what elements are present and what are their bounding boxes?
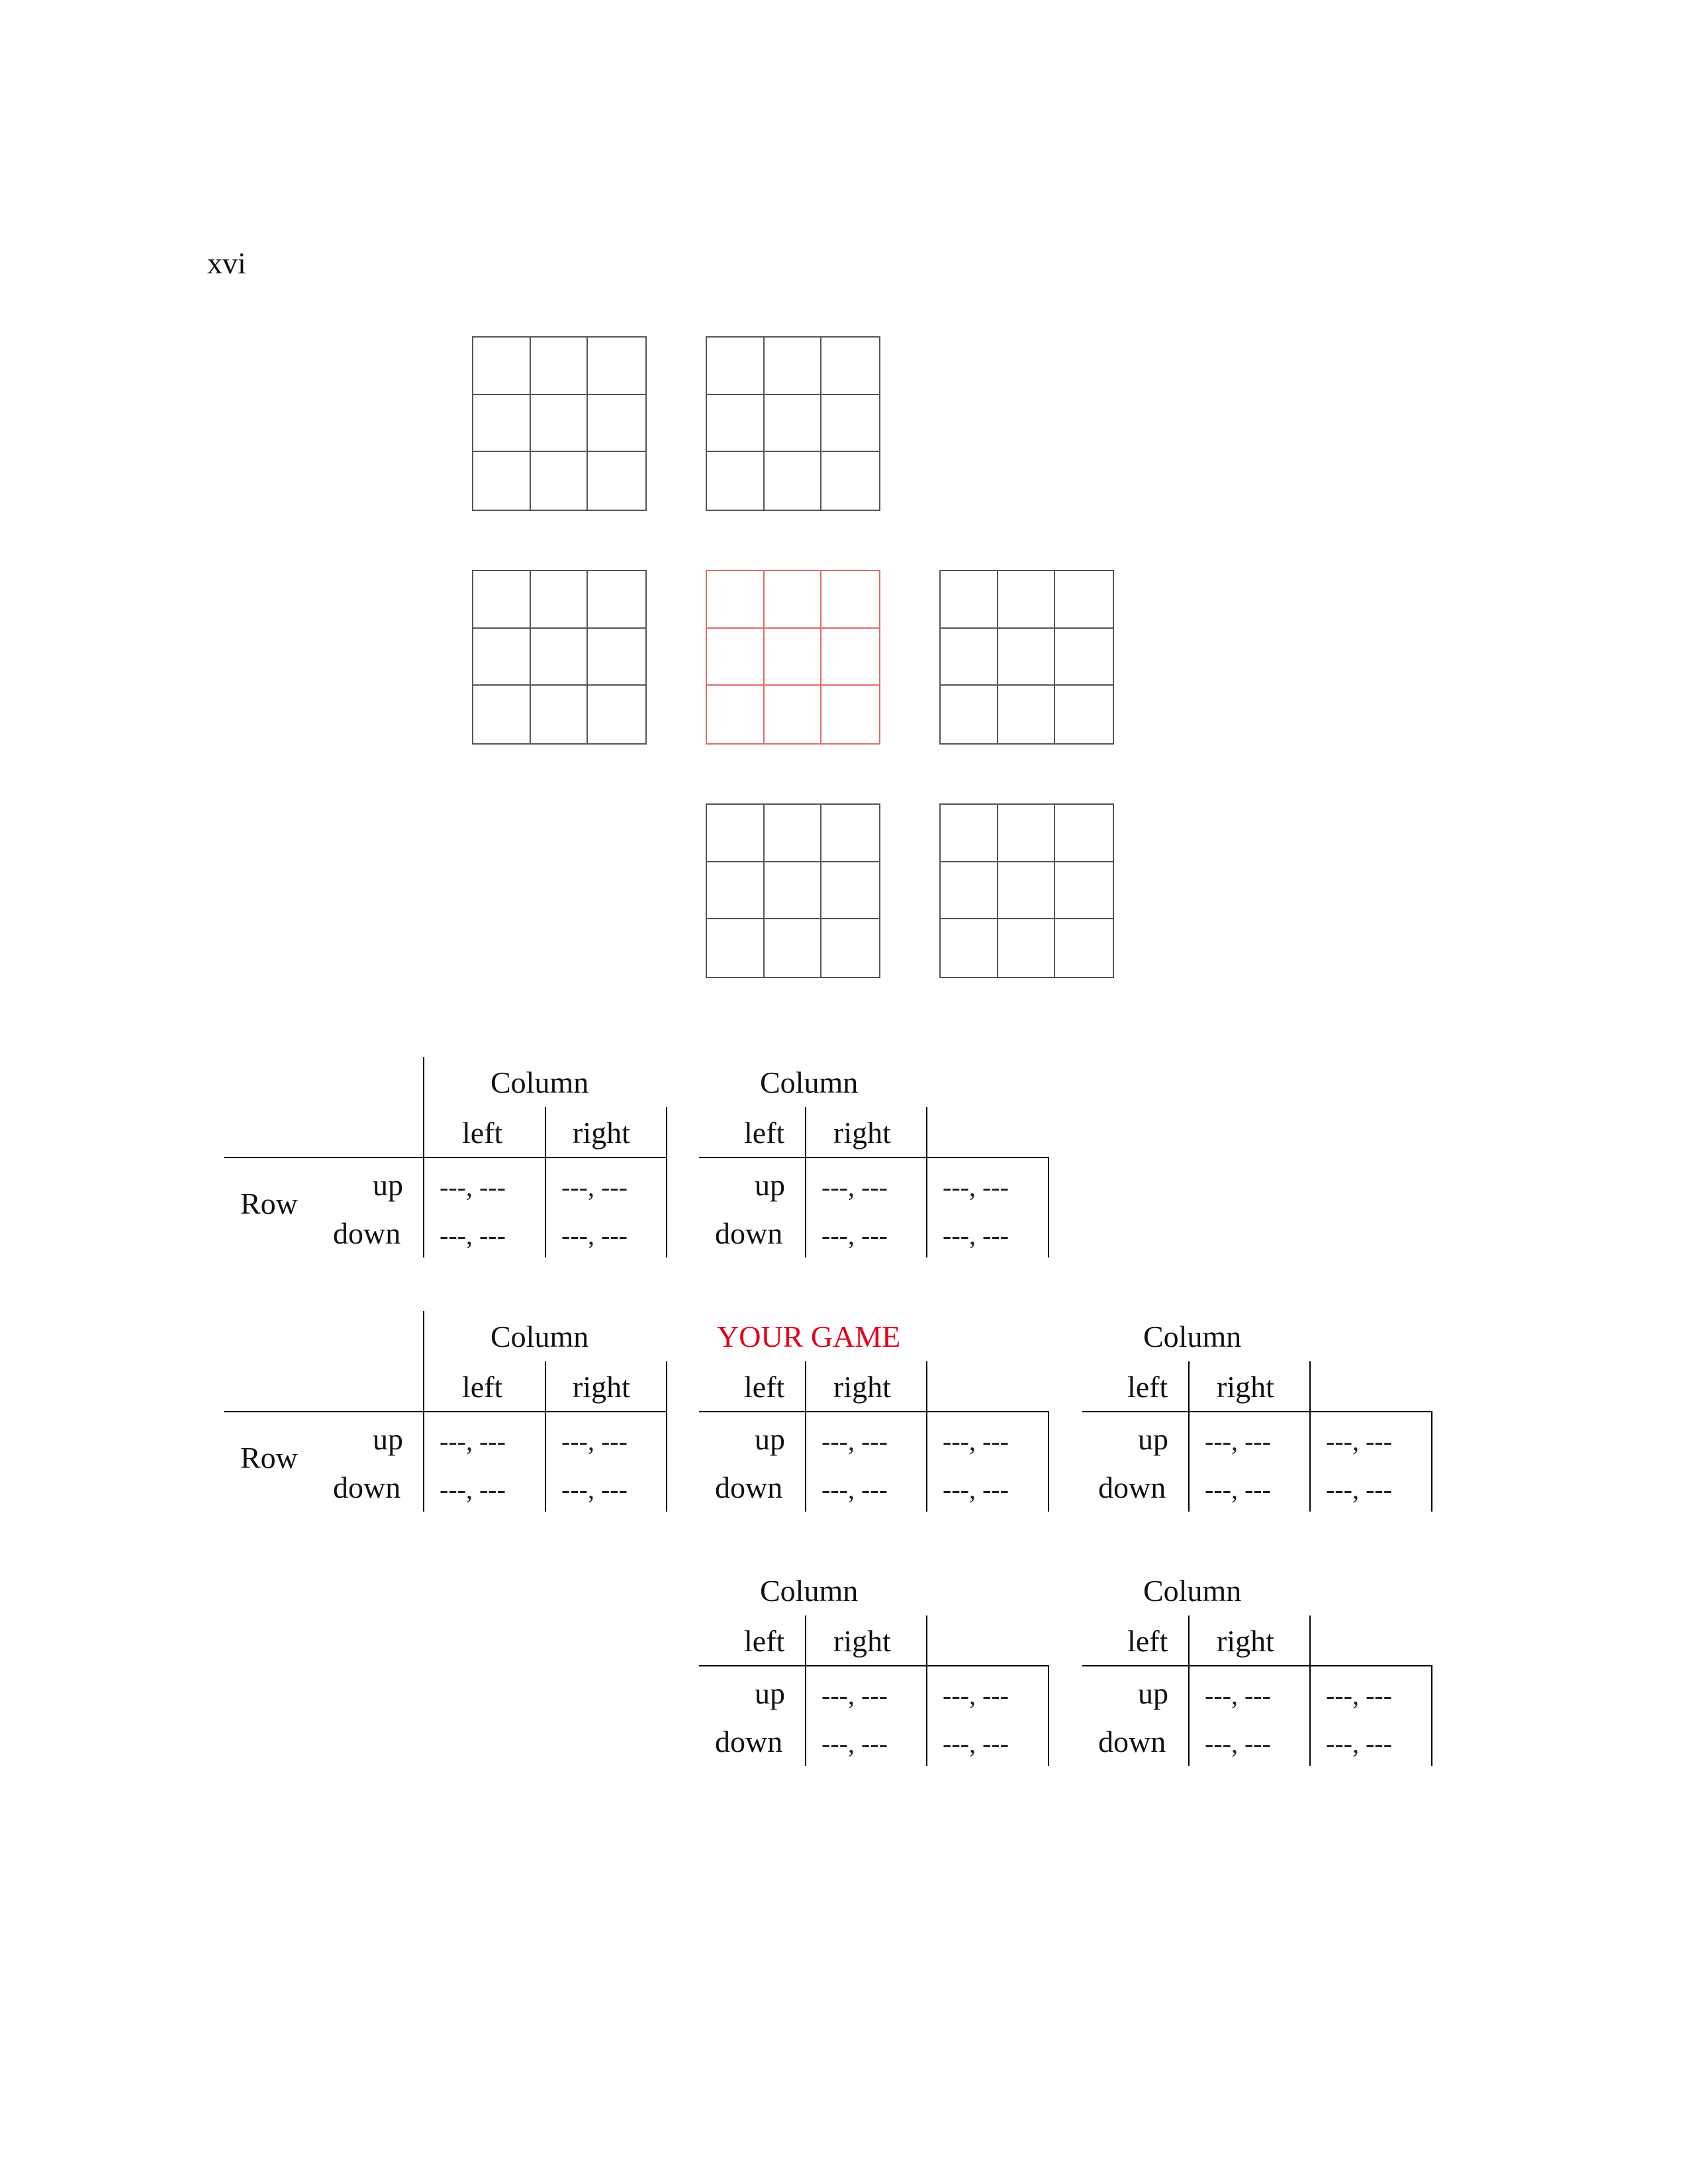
row-down-label: down	[333, 1216, 401, 1250]
grid-bottom-right	[939, 803, 1114, 978]
payoff-up-right: ---, ---	[1326, 1680, 1392, 1710]
grid-center	[706, 570, 880, 745]
payoff-table-bottom-middle	[699, 1565, 1009, 1758]
payoff-down-right: ---, ---	[1326, 1729, 1392, 1758]
col-right-label: right	[1217, 1370, 1274, 1404]
col-left-label: left	[744, 1624, 785, 1658]
row-down-label: down	[715, 1216, 783, 1250]
payoff-table-your-game	[699, 1311, 1009, 1504]
payoff-down-left: ---, ---	[440, 1475, 506, 1504]
row-up-label: up	[755, 1422, 785, 1456]
row-up-label: up	[373, 1422, 403, 1456]
row-down-label: down	[333, 1471, 401, 1504]
payoff-up-right: ---, ---	[943, 1426, 1009, 1456]
row-player-label: Row	[240, 1187, 298, 1220]
payoff-up-right: ---, ---	[561, 1172, 628, 1202]
payoff-down-right: ---, ---	[943, 1475, 1009, 1504]
payoff-up-left: ---, ---	[1205, 1426, 1271, 1456]
col-left-label: left	[462, 1116, 503, 1150]
col-left-label: left	[462, 1370, 503, 1404]
payoff-table-bottom-right	[1082, 1565, 1392, 1758]
grid-middle-left	[472, 570, 647, 745]
row-up-label: up	[1138, 1676, 1168, 1710]
payoff-down-right: ---, ---	[561, 1220, 628, 1250]
column-label: Column	[1143, 1574, 1242, 1608]
payoff-up-left: ---, ---	[821, 1172, 888, 1202]
column-label: Column	[491, 1066, 589, 1099]
page-number: xvi	[207, 246, 246, 280]
col-left-label: left	[1127, 1370, 1168, 1404]
row-down-label: down	[715, 1725, 783, 1758]
payoff-down-left: ---, ---	[1205, 1729, 1271, 1758]
grid-top-left	[472, 336, 647, 511]
payoff-up-right: ---, ---	[561, 1426, 628, 1456]
payoff-down-left: ---, ---	[821, 1729, 888, 1758]
grid-top-middle	[706, 336, 880, 511]
row-up-label: up	[373, 1168, 403, 1202]
payoff-down-left: ---, ---	[821, 1220, 888, 1250]
your-game-label: YOUR GAME	[717, 1320, 901, 1353]
row-up-label: up	[755, 1168, 785, 1202]
payoff-up-left: ---, ---	[1205, 1680, 1271, 1710]
payoff-table-middle-right	[1082, 1311, 1392, 1504]
payoff-up-left: ---, ---	[821, 1426, 888, 1456]
payoff-down-right: ---, ---	[943, 1220, 1009, 1250]
row-down-label: down	[715, 1471, 783, 1504]
col-left-label: left	[744, 1116, 785, 1150]
row-up-label: up	[755, 1676, 785, 1710]
row-down-label: down	[1098, 1725, 1166, 1758]
payoff-up-left: ---, ---	[821, 1680, 888, 1710]
column-label: Column	[760, 1574, 859, 1608]
payoff-up-right: ---, ---	[943, 1680, 1009, 1710]
payoff-up-left: ---, ---	[440, 1172, 506, 1202]
col-right-label: right	[573, 1370, 630, 1404]
row-down-label: down	[1098, 1471, 1166, 1504]
payoff-down-right: ---, ---	[561, 1475, 628, 1504]
col-right-label: right	[833, 1624, 891, 1658]
payoff-table-top-right	[699, 1057, 1009, 1250]
payoff-up-right: ---, ---	[1326, 1426, 1392, 1456]
payoff-up-right: ---, ---	[943, 1172, 1009, 1202]
payoff-down-left: ---, ---	[1205, 1475, 1271, 1504]
col-right-label: right	[1217, 1624, 1274, 1658]
col-right-label: right	[573, 1116, 630, 1150]
payoff-down-right: ---, ---	[943, 1729, 1009, 1758]
column-label: Column	[1143, 1320, 1242, 1353]
column-label: Column	[491, 1320, 589, 1353]
payoff-down-left: ---, ---	[821, 1475, 888, 1504]
col-left-label: left	[744, 1370, 785, 1404]
payoff-up-left: ---, ---	[440, 1426, 506, 1456]
row-player-label: Row	[240, 1441, 298, 1475]
grid-middle-right	[939, 570, 1114, 745]
col-left-label: left	[1127, 1624, 1168, 1658]
row-up-label: up	[1138, 1422, 1168, 1456]
column-label: Column	[760, 1066, 859, 1099]
grid-bottom-middle	[706, 803, 880, 978]
payoff-down-left: ---, ---	[440, 1220, 506, 1250]
col-right-label: right	[833, 1370, 891, 1404]
payoff-down-right: ---, ---	[1326, 1475, 1392, 1504]
col-right-label: right	[833, 1116, 891, 1150]
